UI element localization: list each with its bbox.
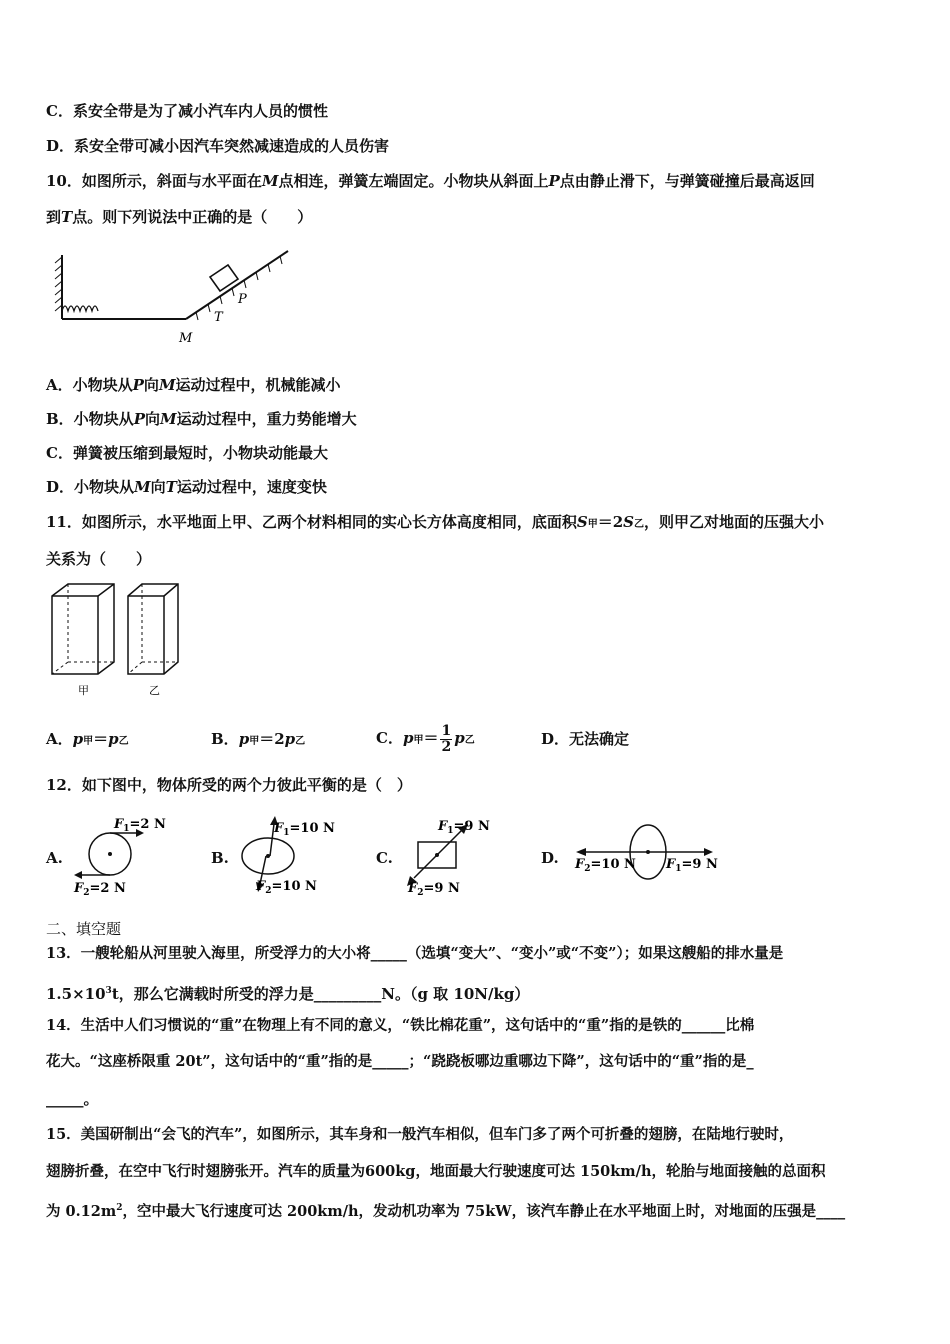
q15-line2: 翅膀折叠，在空中飞行时翅膀张开。汽车的质量为600kg，地面最大行驶速度可达 150km/h，轮胎与地面接触的总面积: [46, 1163, 826, 1180]
svg-text:F2=2 N: $F_2=2$ N: [74, 881, 126, 898]
incline-spring-diagram: [52, 243, 302, 348]
q12-label-a: A.: [46, 849, 63, 867]
svg-text:F1=10 N: $F_1=10$ N: [274, 821, 335, 838]
q13-line2: $1.5\times 10^3t$，那么它满载时所受的浮力是_________N。（g 取 10N/kg）: [46, 985, 530, 1003]
q11-option-c: C．p甲＝ $\frac{1}{2}$ p乙: [376, 722, 475, 755]
q15-line3: 为 $0.12m^2$，空中最大飞行速度可达 200km/h，发动机功率为 75kW，该汽车静止在水平地面上时，对地面的压强是____: [46, 1202, 846, 1220]
svg-text:F1=9 N: $F_1=9$ N: [438, 819, 490, 836]
q9-option-d: D．系安全带可减小因汽车突然减速造成的人员伤害: [46, 137, 390, 155]
q12-label-b: B.: [211, 849, 229, 867]
force-diagram-c: [402, 812, 512, 898]
q10-option-b: B．小物块从P向M运动过程中，重力势能增大: [46, 410, 357, 428]
force-diagram-d: [570, 812, 730, 898]
q10-stem-line1: 10．如图所示，斜面与水平面在M点相连，弹簧左端固定。小物块从斜面上P点由静止滑下，与弹簧碰撞后最高返回: [46, 172, 815, 190]
svg-text:F2=9 N: $F_2=9$ N: [408, 881, 460, 898]
q14-line3: _____。: [46, 1090, 99, 1108]
force-diagram-a: [68, 812, 178, 898]
svg-text:F1=2 N: $F_1=2$ N: [114, 817, 166, 834]
q12-stem: 12．如下图中，物体所受的两个力彼此平衡的是（ ）: [46, 776, 412, 794]
two-cuboids-diagram: [46, 578, 196, 700]
fraction-one-half: $\frac{1}{2}$: [441, 722, 452, 755]
point-t-label: T: [214, 310, 223, 325]
force-diagram-b: [234, 812, 344, 898]
q11-option-b: B．p甲＝2p乙: [211, 730, 306, 748]
q11-option-a: A．p甲＝p乙: [46, 730, 129, 748]
q9-option-c: C．系安全带是为了减小汽车内人员的惯性: [46, 102, 328, 120]
svg-text:F2=10 N: $F_2=10$ N: [256, 879, 317, 896]
q11-stem-line1: 11．如图所示，水平地面上甲、乙两个材料相同的实心长方体高度相同，底面积S甲＝2S乙，则甲乙对地面的压强大小: [46, 513, 825, 531]
q11-option-d: D．无法确定: [541, 730, 630, 748]
q14-line1: 14．生活中人们习惯说的“重”在物理上有不同的意义，“铁比棉花重”，这句话中的“重”指的是铁的______比棉: [46, 1017, 755, 1034]
q15-line1: 15．美国研制出“会飞的汽车”，如图所示，其车身和一般汽车相似，但车门多了两个可折叠的翅膀，在陆地行驶时，: [46, 1126, 794, 1143]
q13-line1: 13．一艘轮船从河里驶入海里，所受浮力的大小将_____（选填“变大”、“变小”或“不变”）；如果这艘船的排水量是: [46, 945, 784, 962]
point-p-label: P: [238, 292, 247, 307]
section-title-fill-blank: 二、填空题: [46, 920, 122, 938]
cuboid-yi-label: 乙: [149, 684, 160, 697]
q10-option-a: A．小物块从P向M运动过程中，机械能减小: [46, 376, 341, 394]
q10-option-d: D．小物块从M向T运动过程中，速度变快: [46, 478, 327, 496]
point-m-label: M: [179, 331, 193, 346]
q12-label-d: D.: [541, 849, 559, 867]
svg-text:F1=9 N: $F_1=9$ N: [666, 857, 718, 874]
cuboid-jia-label: 甲: [78, 684, 89, 697]
q14-line2: 花大。“这座桥限重 20t”，这句话中的“重”指的是_____；“跷跷板哪边重哪边下降”，这句话中的“重”指的是_: [46, 1053, 754, 1070]
q11-stem-line2: 关系为（ ）: [46, 550, 152, 568]
q12-label-c: C.: [376, 849, 393, 867]
q10-option-c: C．弹簧被压缩到最短时，小物块动能最大: [46, 444, 328, 462]
q10-stem-line2: 到T点。则下列说法中正确的是（ ）: [46, 208, 313, 226]
svg-text:F2=10 N: $F_2=10$ N: [575, 857, 636, 874]
